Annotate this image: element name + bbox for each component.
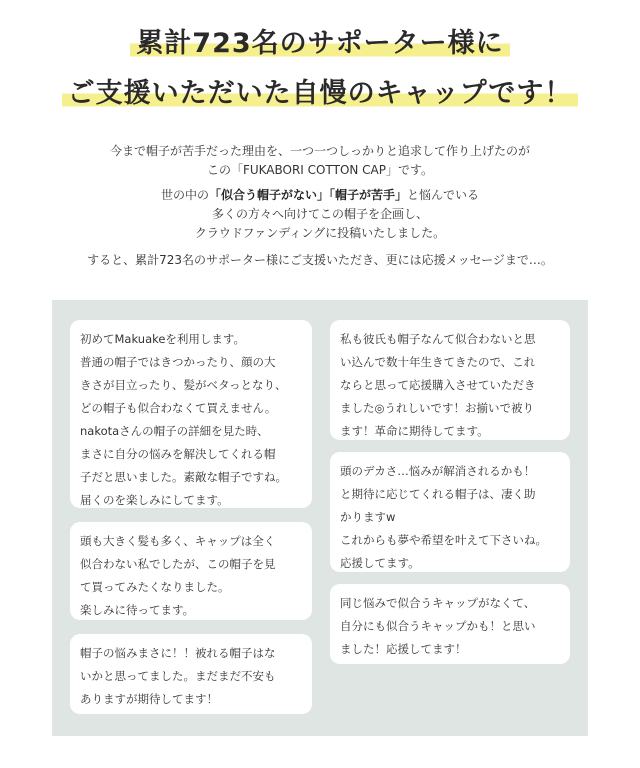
supporter-messages-panel [52, 300, 588, 736]
headline-line-1 [0, 28, 640, 59]
message-card: 初めてMakuakeを利用します。 普通の帽子ではきつかったり、顔の大 きさが目立ったり、髪がベタっとなり、 どの帽子も似合わなくて買えません。 nakotaさんの帽子の詳細を見た時、 まさに自分の悩みを解決してくれる帽 子だと思いました。素敵な帽子ですね。 届くのを楽しみにしてます。 [70, 320, 312, 508]
message-card: 頭のデカさ…悩みが解消されるかも！ と期待に応じてくれる帽子は、凄く助 かりますw これからも夢や希望を叶えて下さいね。 応援してます。 [330, 452, 570, 572]
intro-paragraph-3 [0, 251, 640, 270]
headline-line-1-text: 累計723名のサポーター様に [130, 29, 509, 59]
intro-paragraph-2 [0, 186, 640, 243]
intro-paragraph-2-line-2: 多くの方々へ向けてこの帽子を企画し、 [211, 207, 428, 221]
intro-paragraph-1-line-2: この「FUKABORI COTTON CAP」です。 [206, 163, 434, 177]
intro-p2-prefix: 世の中の [160, 188, 209, 202]
headline-line-2-text: ご支援いただいた自慢のキャップです！ [62, 79, 579, 109]
intro-paragraph-3-text: すると、累計723名のサポーター様にご支援いただき、更には応援メッセージまで…。 [87, 253, 553, 267]
intro-paragraph-1 [0, 142, 640, 180]
intro-p2-emphasis-2: 「帽子が苦手」 [329, 188, 408, 202]
intro-p2-suffix: と悩んでいる [407, 188, 480, 202]
message-card: 私も彼氏も帽子なんて似合わないと思 い込んで数十年生きてきたので、これ ならと思って応援購入させていただき ました◎うれしいです！お揃いで被り ます！革命に期待してます。 [330, 320, 570, 440]
message-card: 頭も大きく髪も多く、キャップは全く 似合わない私でしたが、この帽子を見 て買ってみたくなりました。 楽しみに待ってます。 [70, 522, 312, 620]
message-card: 同じ悩みで似合うキャップがなくて、 自分にも似合うキャップかも！と思い ました！応援してます！ [330, 584, 570, 664]
headline-line-2 [0, 78, 640, 109]
intro-paragraph-2-line-1 [0, 186, 640, 205]
intro-p2-emphasis-1: 「似合う帽子がない」 [208, 188, 329, 202]
intro-paragraph-2-line-3: クラウドファンディングに投稿いたしました。 [194, 226, 446, 240]
intro-paragraph-1-line-1: 今まで帽子が苦手だった理由を、一つ一つしっかりと追求して作り上げたのが [109, 144, 530, 158]
message-card: 帽子の悩みまさに！！被れる帽子はな いかと思ってました。まだまだ不安も ありますが期待してます！ [70, 634, 312, 714]
